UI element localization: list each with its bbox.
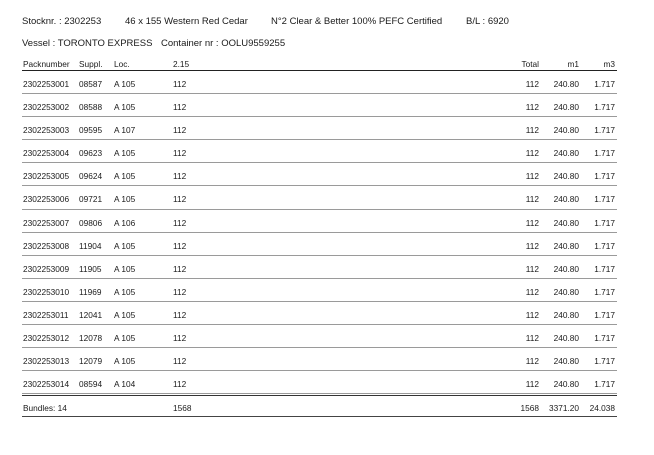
cell-location: A 105: [114, 263, 136, 274]
cell-m3: 1.717: [594, 79, 615, 89]
footer-m3: 24.038: [589, 403, 615, 414]
cell-m1: 240.80: [553, 240, 579, 251]
cell-length: 112: [173, 333, 187, 344]
cell-supplier: 11969: [79, 286, 102, 297]
cell-m3: 1.717: [594, 194, 615, 205]
cell-total: 112: [525, 171, 539, 182]
cell-location: A 105: [114, 240, 136, 251]
cell-packnumber: 2302253011: [23, 309, 69, 320]
grade-certification: N°2 Clear & Better 100% PEFC Certified: [271, 16, 443, 27]
cell-supplier: 09595: [79, 125, 103, 136]
cell-m1: 240.80: [553, 263, 579, 274]
cell-total: 112: [525, 309, 539, 320]
footer-m1: 3371.20: [549, 403, 579, 414]
table-row: [22, 233, 617, 256]
cell-m3: 1.717: [594, 309, 615, 320]
col-location: Loc.: [114, 59, 130, 69]
cell-length: 112: [173, 79, 187, 89]
cell-m3: 1.717: [594, 171, 615, 182]
cell-location: A 105: [114, 102, 136, 113]
cell-m3: 1.717: [594, 240, 615, 251]
cell-location: A 105: [114, 194, 136, 205]
cell-m3: 1.717: [594, 148, 615, 159]
col-length: 2.15: [173, 59, 190, 69]
cell-m3: 1.717: [594, 125, 615, 136]
bill-of-lading: B/L : 6920: [466, 16, 509, 27]
cell-packnumber: 2302253010: [23, 286, 70, 297]
cell-m1: 240.80: [553, 148, 579, 159]
table-row: [22, 117, 617, 140]
table-row: [22, 256, 617, 279]
cell-total: 112: [525, 217, 539, 228]
cell-length: 112: [173, 356, 187, 367]
cell-m3: 1.717: [594, 286, 615, 297]
footer-total: 1568: [520, 403, 539, 414]
vessel-name: Vessel : TORONTO EXPRESS: [22, 38, 153, 49]
table-row: [22, 210, 617, 233]
cell-packnumber: 2302253003: [23, 125, 70, 136]
table-row: [22, 325, 617, 348]
cell-location: A 105: [114, 333, 136, 344]
cell-supplier: 12041: [79, 309, 103, 320]
cell-m1: 240.80: [553, 194, 579, 205]
cell-length: 112: [173, 309, 187, 320]
table-row: [22, 348, 617, 371]
cell-length: 112: [173, 148, 187, 159]
cell-supplier: 09624: [79, 171, 103, 182]
col-packnumber: Packnumber: [23, 59, 70, 69]
container-number: Container nr : OOLU9559255: [161, 38, 286, 49]
table-row: [22, 371, 617, 394]
cell-packnumber: 2302253008: [23, 240, 70, 251]
col-total: Total: [521, 59, 539, 69]
cell-m3: 1.717: [594, 333, 615, 344]
cell-total: 112: [525, 240, 539, 251]
cell-supplier: 09806: [79, 217, 103, 228]
cell-m3: 1.717: [594, 263, 615, 274]
cell-m3: 1.717: [594, 356, 615, 367]
cell-packnumber: 2302253004: [23, 148, 70, 159]
cell-m1: 240.80: [553, 333, 579, 344]
cell-m1: 240.80: [553, 309, 579, 320]
cell-length: 112: [173, 125, 187, 136]
cell-m1: 240.80: [553, 286, 579, 297]
cell-location: A 105: [114, 309, 136, 320]
stock-number: Stocknr. : 2302253: [22, 16, 102, 27]
cell-supplier: 11905: [79, 263, 102, 274]
cell-supplier: 08587: [79, 79, 103, 89]
cell-total: 112: [525, 356, 539, 367]
table-row: [22, 94, 617, 117]
cell-supplier: 09721: [79, 194, 103, 205]
cell-m1: 240.80: [553, 171, 579, 182]
table-header: [22, 58, 617, 71]
cell-length: 112: [173, 194, 187, 205]
cell-supplier: 08594: [79, 379, 103, 390]
cell-supplier: 12078: [79, 333, 103, 344]
cell-supplier: 12079: [79, 356, 103, 367]
cell-m1: 240.80: [553, 79, 579, 89]
table-body: [22, 71, 617, 394]
table-row: [22, 71, 617, 94]
cell-packnumber: 2302253005: [23, 171, 70, 182]
cell-length: 112: [173, 171, 187, 182]
cell-location: A 104: [114, 379, 136, 390]
table-row: [22, 279, 617, 302]
cell-location: A 105: [114, 171, 136, 182]
col-supplier: Suppl.: [79, 59, 103, 69]
cell-packnumber: 2302253001: [23, 79, 70, 89]
cell-packnumber: 2302253007: [23, 217, 70, 228]
cell-packnumber: 2302253012: [23, 333, 70, 344]
cell-packnumber: 2302253013: [23, 356, 70, 367]
cell-total: 112: [525, 79, 539, 89]
bundles-count: Bundles: 14: [23, 403, 67, 414]
cell-total: 112: [525, 286, 539, 297]
cell-total: 112: [525, 194, 539, 205]
cell-m1: 240.80: [553, 217, 579, 228]
cell-supplier: 11904: [79, 240, 102, 251]
cell-total: 112: [525, 148, 539, 159]
cell-location: A 105: [114, 356, 136, 367]
cell-total: 112: [525, 125, 539, 136]
cell-m1: 240.80: [553, 102, 579, 113]
table-footer: [22, 395, 617, 417]
cell-total: 112: [525, 333, 539, 344]
cell-packnumber: 2302253002: [23, 102, 70, 113]
cell-location: A 106: [114, 217, 136, 228]
cell-m1: 240.80: [553, 125, 579, 136]
cell-m3: 1.717: [594, 217, 615, 228]
cell-length: 112: [173, 379, 187, 390]
packing-list-table: [22, 58, 617, 417]
cell-location: A 105: [114, 286, 136, 297]
cell-supplier: 09623: [79, 148, 103, 159]
cell-packnumber: 2302253006: [23, 194, 70, 205]
cell-length: 112: [173, 286, 187, 297]
cell-length: 112: [173, 102, 187, 113]
table-row: [22, 140, 617, 163]
cell-packnumber: 2302253014: [23, 379, 70, 390]
footer-length-total: 1568: [173, 403, 192, 414]
cell-length: 112: [173, 240, 187, 251]
product-description: 46 x 155 Western Red Cedar: [125, 16, 248, 27]
cell-location: A 107: [114, 125, 136, 136]
cell-total: 112: [525, 102, 539, 113]
cell-m3: 1.717: [594, 379, 615, 390]
cell-m3: 1.717: [594, 102, 615, 113]
cell-total: 112: [525, 263, 539, 274]
table-row: [22, 302, 617, 325]
cell-supplier: 08588: [79, 102, 103, 113]
cell-location: A 105: [114, 79, 136, 89]
table-row: [22, 186, 617, 209]
cell-packnumber: 2302253009: [23, 263, 70, 274]
cell-length: 112: [173, 263, 187, 274]
col-m3: m3: [603, 59, 615, 69]
cell-length: 112: [173, 217, 187, 228]
cell-m1: 240.80: [553, 356, 579, 367]
cell-m1: 240.80: [553, 379, 579, 390]
table-row: [22, 163, 617, 186]
cell-total: 112: [525, 379, 539, 390]
col-m1: m1: [567, 59, 579, 69]
cell-location: A 105: [114, 148, 136, 159]
